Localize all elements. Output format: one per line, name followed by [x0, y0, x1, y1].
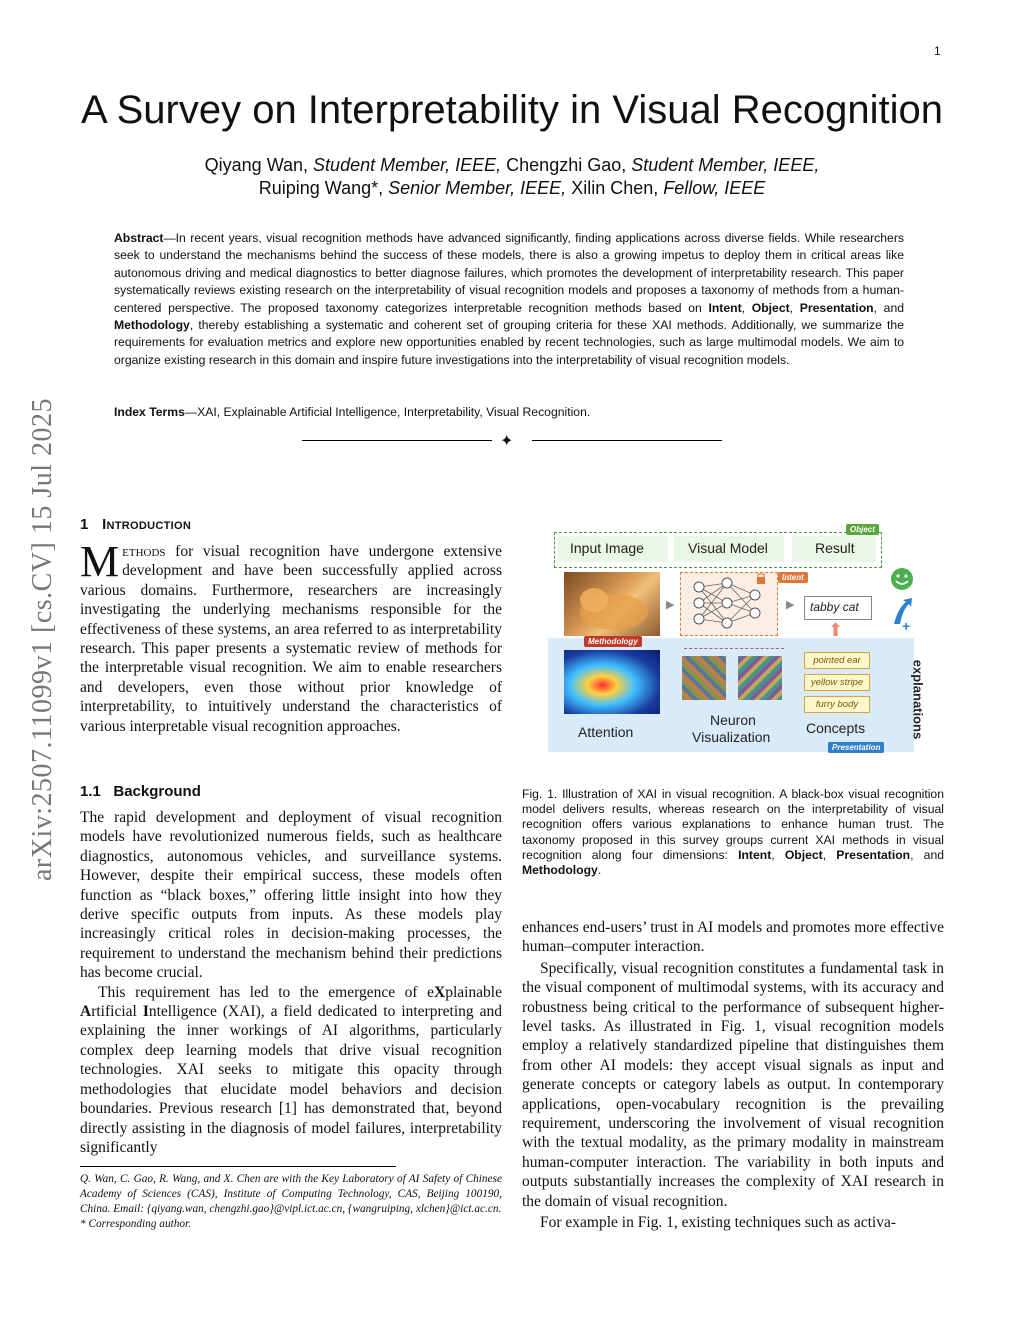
- corresponding-author-note: * Corresponding author.: [80, 1218, 191, 1230]
- background-paragraph-1: The rapid development and deployment of visual recognition models have revolutionized numerous fields, such as healthcare diagnostics, autonomous vehicles, and surveillance systems. However, despite their empirical success, these models often function as “black boxes,” offering little insight into how they derive specific outputs from inputs. As these models play increasingly critical roles in decision-making processes, the requirement to understand the mechanism behind their predictions has become crucial.: [80, 809, 502, 982]
- bold-letter: X: [433, 983, 446, 1001]
- author-name: Xilin Chen,: [566, 178, 664, 198]
- visualization-label: Visualization: [692, 729, 771, 745]
- sep-text: ,: [771, 847, 785, 862]
- visual-model-label: Visual Model: [688, 540, 768, 556]
- attention-heatmap: [564, 650, 660, 714]
- text-run: plainable: [445, 983, 502, 1001]
- author-line-2: [110, 178, 914, 199]
- abstract-text: , thereby establishing a systematic and coherent set of grouping criteria for these XAI methods. Additionally, we summarize the requirements for evaluation metrics and explore new opportunities enabled by recent technologies, such as large multimodal models. We aim to organize existing research in this domain and inspire future investigations into the interpretability of visual recognition models.: [114, 318, 904, 367]
- author-role: Student Member, IEEE,: [631, 155, 820, 175]
- separator-line: [532, 440, 722, 441]
- intent-tag: Intent: [778, 572, 808, 583]
- object-tag: Object: [846, 524, 879, 535]
- keyword: Methodology: [522, 863, 598, 878]
- connector-line: [684, 648, 784, 649]
- attention-label: Attention: [578, 724, 634, 740]
- sep-text: ,: [822, 847, 837, 862]
- keyword: Presentation: [836, 847, 911, 862]
- result-label: Result: [815, 540, 855, 556]
- subsection-number: 1.1: [80, 783, 101, 800]
- section-separator: [302, 432, 722, 448]
- section-title: Introduction: [102, 516, 192, 533]
- footnote-text: Q. Wan, C. Gao, R. Wang, and X. Chen are with the Key Laboratory of AI Safety of Chinese Academy of Sciences (CAS), Institute of Computing Technology, CAS, Beijing 100190, China. Email: {qiyang.wan, chengzhi.gao}@vipl.ict.ac.cn, {wangruiping, xlchen}@ict.ac.cn.: [80, 1173, 502, 1215]
- neuron-visualization-1: [682, 656, 726, 700]
- explanations-label: explanations: [910, 659, 926, 740]
- drop-cap: M: [80, 537, 120, 586]
- neuron-visualization-2: [738, 656, 782, 700]
- sep-text: ,: [741, 300, 752, 315]
- figure-caption: [522, 787, 944, 878]
- paragraph: For example in Fig. 1, existing techniques such as activa-: [540, 1214, 896, 1232]
- diamond-icon: ✦: [500, 433, 514, 450]
- figure-1: [548, 522, 926, 754]
- text-run: rtificial: [91, 1003, 143, 1021]
- concept-chip: furry body: [804, 696, 870, 713]
- text-run: This requirement has led to the emergence of e: [98, 983, 434, 1001]
- arxiv-stamp: arXiv:2507.11099v1 [cs.CV] 15 Jul 2025: [27, 397, 58, 881]
- author-name: Ruiping Wang*,: [258, 178, 389, 198]
- input-image-label: Input Image: [570, 540, 644, 556]
- cat-photo: [564, 572, 660, 636]
- paragraph: enhances end-users’ trust in AI models and promotes more effective human–computer interaction.: [522, 919, 944, 956]
- background-paragraph-2: [80, 983, 502, 1158]
- background-text: [80, 808, 502, 1157]
- index-terms: [114, 405, 904, 419]
- footnote: [80, 1172, 502, 1232]
- abstract-text: —In recent years, visual recognition methods have advanced significantly, finding applications across diverse fields. While researchers seek to understand the mechanisms behind the success of these models, there is also a growing impetus to deploy them in critical areas like autonomous driving and medical diagnostics to better diagnose failures, which promotes the development of interpretability research. This paper systematically reviews existing research on the interpretability of visual recognition models and proposes a taxonomy of methods from a human-centered perspective. The proposed taxonomy categorizes interpretable recognition methods based on: [114, 231, 904, 315]
- abstract-label: Abstract: [114, 231, 164, 245]
- author-role: Senior Member, IEEE,: [388, 178, 567, 198]
- subsection-title: Background: [113, 783, 201, 800]
- separator-line: [302, 440, 492, 441]
- neuron-label: Neuron: [710, 712, 756, 728]
- index-terms-label: Index Terms: [114, 405, 185, 419]
- neural-network-icon: [681, 573, 777, 635]
- author-name: Qiyang Wan,: [204, 155, 314, 175]
- sep-text: , and: [910, 847, 944, 862]
- sep-text: .: [597, 863, 602, 878]
- arrow-icon: ▶: [666, 599, 675, 611]
- keyword: Object: [784, 847, 823, 862]
- bold-letter: I: [142, 1003, 149, 1021]
- methodology-tag: Methodology: [584, 636, 642, 647]
- caption-text: Fig. 1. Illustration of XAI in visual recognition. A black-box visual recognition model delivers results, whereas research on the interpretability of visual recognition offers various explanations to enhance human trust. The taxonomy proposed in this survey groups current XAI methods in visual recognition along four dimensions:: [522, 787, 944, 862]
- footnote-rule: [80, 1166, 396, 1167]
- page-number: 1: [934, 44, 941, 58]
- up-arrow-icon: ⬆: [828, 620, 844, 640]
- author-name: Chengzhi Gao,: [501, 155, 632, 175]
- keyword: Intent: [738, 847, 772, 862]
- intro-text: for visual recognition have undergone extensive development and have been successfully applied across various domains. Furthermore, researchers are increasingly investigating the underlying mechanisms responsible for the effectiveness of these systems, an area referred to as interpretability research. This paper presents a systematic review of methods for the interpretable visual recognition. We aim to enable researchers and developers, even those without prior knowledge of interpretability, to intuitively understand the characteristics of various interpretable visual recognition approaches.: [80, 543, 502, 735]
- concept-chip: pointed ear: [804, 652, 870, 669]
- abstract: [114, 230, 904, 369]
- index-terms-text: —XAI, Explainable Artificial Intelligence, Interpretability, Visual Recognition.: [184, 405, 591, 419]
- concept-chip: yellow stripe: [804, 674, 870, 691]
- subsection-heading: [80, 783, 502, 800]
- sep-text: , and: [873, 300, 905, 315]
- keyword: Methodology: [114, 318, 190, 333]
- author-role: Fellow, IEEE: [663, 178, 766, 198]
- keyword: Intent: [708, 300, 742, 315]
- cat-silhouette: [564, 572, 660, 636]
- presentation-tag: Presentation: [828, 742, 884, 753]
- author-role: Student Member, IEEE,: [313, 155, 502, 175]
- keyword: Presentation: [799, 300, 874, 315]
- network-box: [680, 572, 778, 636]
- keyword: Object: [751, 300, 790, 315]
- paragraph: Specifically, visual recognition constitutes a fundamental task in the visual component of multimodal systems, with its accuracy and robustness being critical to the performance of subsequent higher-level tasks. As illustrated in Fig. 1, visual recognition models employ a relatively standardized pipeline that distinguishes them from other AI models: they accept visual signals as input and generate concepts or category labels as output. In contemporary applications, open-vocabulary recognition is the prevailing requirement, underscoring the involvement of visual recognition with the textual modality, as the primary modality in mainstream human-computer interaction. The variability in both inputs and outputs substantially increases the complexity of XAI research in the domain of visual recognition.: [522, 959, 944, 1210]
- arrow-icon: ▶: [786, 599, 795, 611]
- sep-text: ,: [789, 300, 800, 315]
- bold-letter: A: [80, 1003, 92, 1021]
- section-number: 1: [80, 516, 89, 533]
- result-value: tabby cat: [810, 600, 859, 614]
- concepts-label: Concepts: [806, 720, 866, 736]
- section-heading: [80, 516, 502, 533]
- plus-sign: +: [902, 618, 911, 634]
- author-line-1: [110, 155, 914, 176]
- intro-lead: ethods: [122, 543, 166, 560]
- paper-title: A Survey on Interpretability in Visual Recognition: [81, 88, 943, 132]
- right-column-text: [522, 918, 944, 1233]
- text-run: ntelligence (XAI), a field dedicated to interpreting and explaining the inner workings of AI algorithms, particularly complex deep learning models that drive visual recognition technologies. XAI seeks to mitigate this opacity through methodologies that elucidate model behaviors and decision boundaries. Previous research [1] has demonstrated that, beyond directly assisting in the diagnosis of model failures, interpretability significantly: [80, 1003, 502, 1156]
- intro-paragraph: [80, 537, 502, 736]
